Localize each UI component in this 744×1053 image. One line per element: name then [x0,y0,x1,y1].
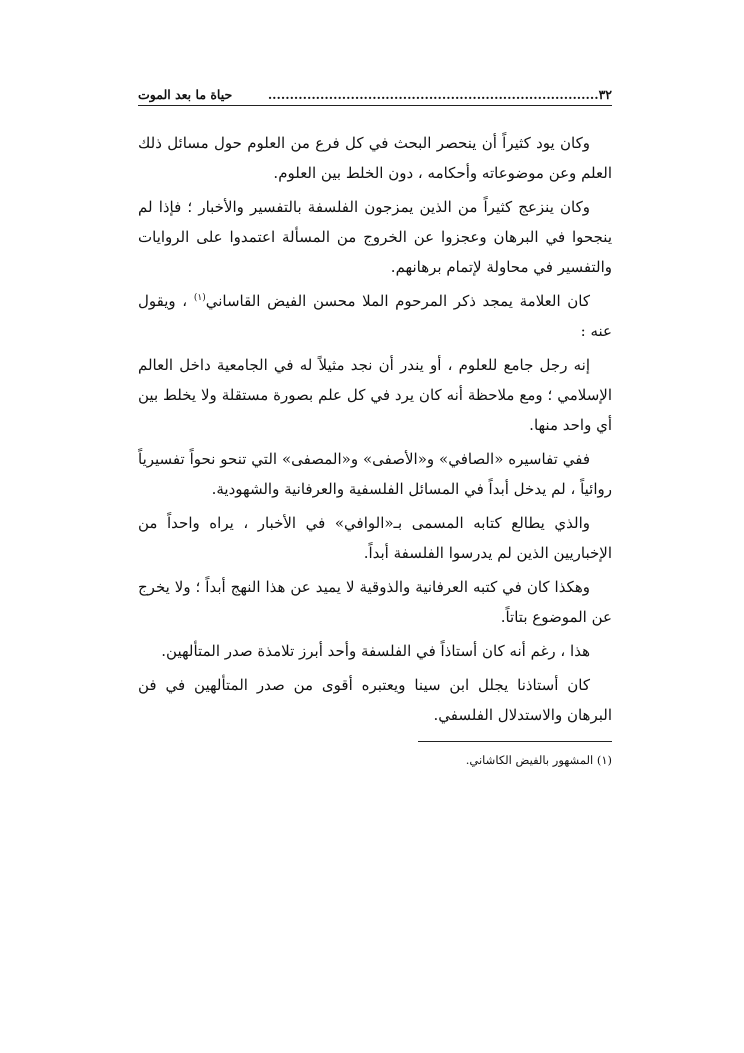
header-page-number-and-dots [268,87,612,102]
paragraph-5: ففي تفاسيره «الصافي» و«الأصفى» و«المصفى» التي تنحو نحواً تفسيرياً روائياً ، لم يدخل أبداً في المسائل الفلسفية والعرفانية والشهودية. [138,450,612,498]
paragraph-7: وهكذا كان في كتبه العرفانية والذوقية لا يميد عن هذا النهج أبداً ؛ ولا يخرج عن الموضوع بتاتاً. [138,578,612,626]
running-header [138,84,612,104]
header-rule [138,105,612,106]
paragraph-3 [138,286,612,346]
paragraph-9: كان أستاذنا يجلل ابن سينا ويعتبره أقوى من صدر المتألهين في فن البرهان والاستدلال الفلسفي. [138,676,612,724]
footnote-marker: (١) [193,293,206,303]
body-text [138,128,612,734]
footnote-rule [418,741,612,742]
paragraph-2: وكان ينزعج كثيراً من الذين يمزجون الفلسفة بالتفسير والأخبار ؛ فإذا لم ينجحوا في البرهان وعجزوا عن الخروج من المسألة اعتمدوا على الروايات والتفسير في محاولة لإتمام برهانهم. [138,198,612,276]
paragraph-6: والذي يطالع كتابه المسمى بـ«الوافي» في الأخبار ، يراه واحداً من الإخباريين الذين لم يدرسوا الفلسفة أبداً. [138,514,612,562]
paragraph-8: هذا ، رغم أنه كان أستاذاً في الفلسفة وأحد أبرز تلامذة صدر المتألهين. [161,642,590,660]
paragraph-1: وكان يود كثيراً أن ينحصر البحث في كل فرع من العلوم حول مسائل ذلك العلم وعن موضوعاته وأحكامه ، دون الخلط بين العلوم. [138,134,612,182]
footnote: (١) المشهور بالفيض الكاشاني. [465,753,612,767]
page-number: ٣٢ [598,86,612,102]
paragraph-3-tail: ، ويقول عنه : [138,292,612,340]
header-dots: ............................................................................ [267,86,599,102]
header-title: حياة ما بعد الموت [138,86,233,102]
paragraph-3-text: كان العلامة يمجد ذكر المرحوم الملا محسن الفيض القاساني [205,292,591,310]
paragraph-4: إنه رجل جامع للعلوم ، أو يندر أن نجد مثيلاً له في الجامعية داخل العالم الإسلامي ؛ ومع ملاحظة أنه كان يرد في كل علم بصورة مستقلة ولا يخلط بين أي واحد منها. [138,356,612,434]
